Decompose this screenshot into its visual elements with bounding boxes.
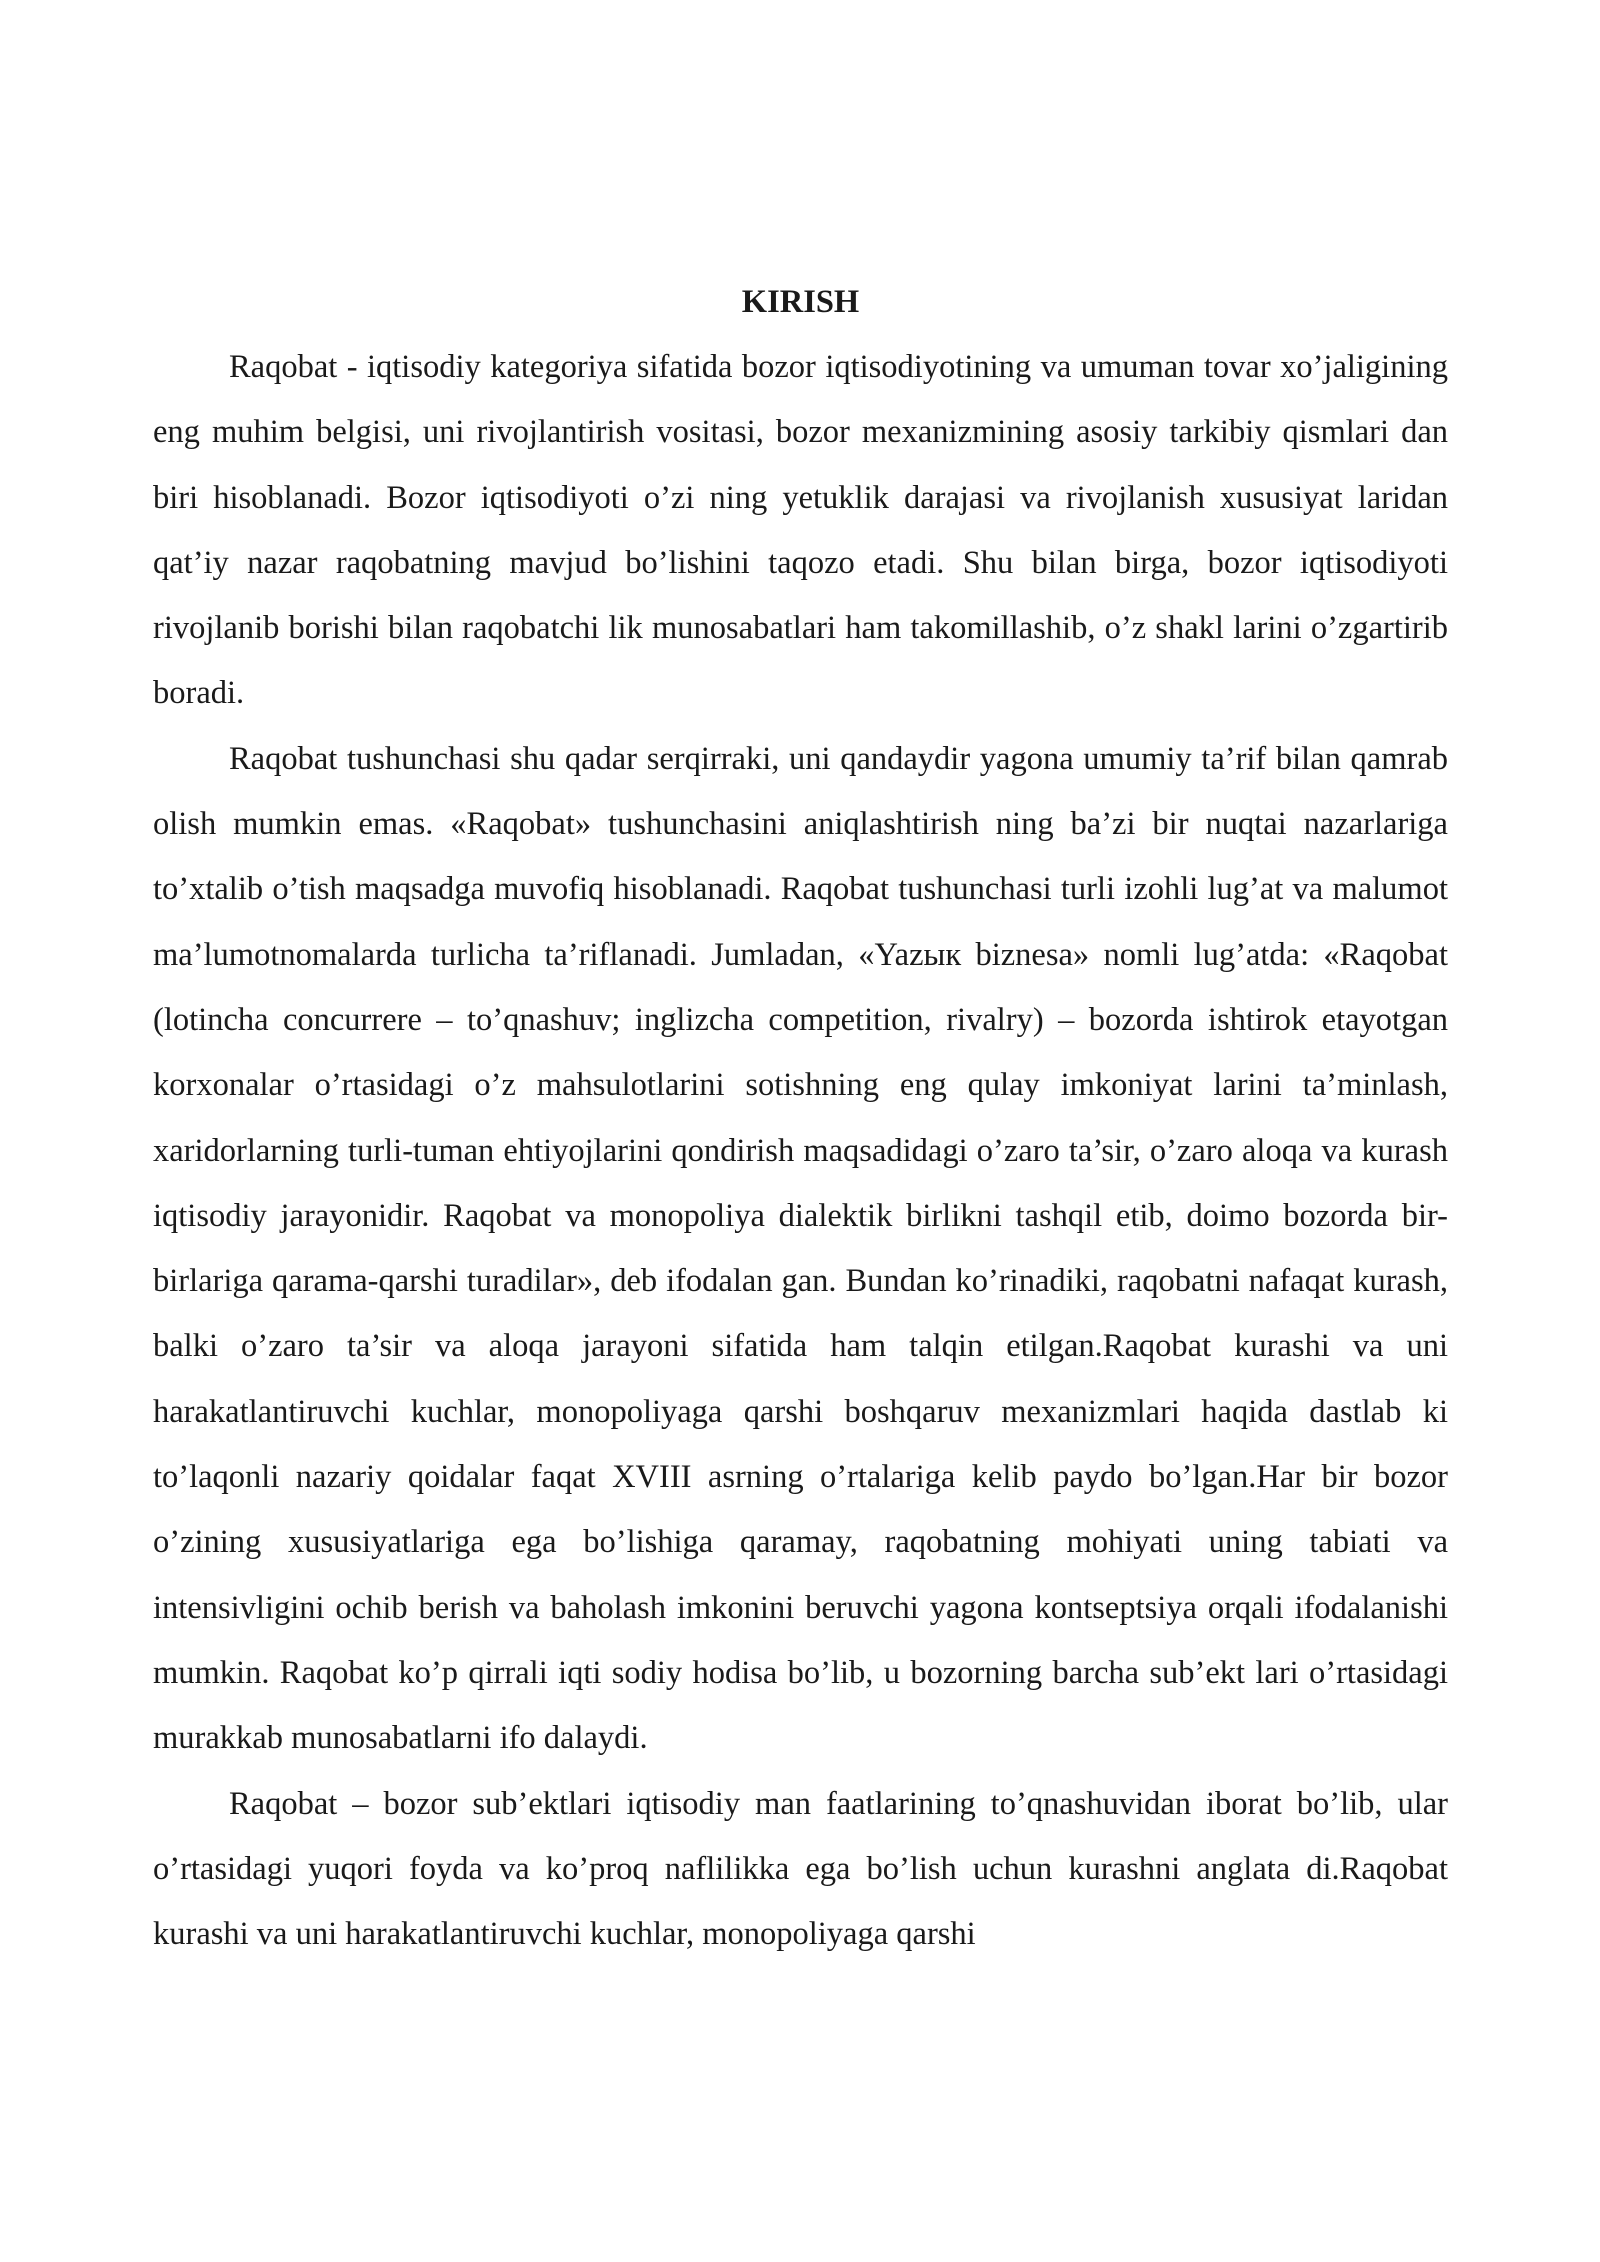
paragraph-1: Raqobat - iqtisodiy kategoriya sifatida bozor iqtisodiyotining va umuman tovar xo’jaligining eng muhim belgisi, uni rivojlantirish vositasi, bozor mexanizmining asosiy tarkibiy qismlari dan biri hisoblanadi. Bozor iqtisodiyoti o’zi ning yetuklik darajasi va rivojlanish xususiyat laridan qat’iy nazar raqobatning mavjud bo’lishini taqozo etadi. Shu bilan birga, bozor iqtisodiyoti rivojlanib borishi bilan raqobatchi lik munosabatlari ham takomillashib, o’z shakl larini o’zgartirib boradi.: [153, 349, 1448, 712]
paragraph-3: Raqobat – bozor sub’ektlari iqtisodiy man faatlarining to’qnashuvidan iborat bo’lib, ular o’rtasidagi yuqori foyda va ko’proq naflilikka ega bo’lish uchun kurashni anglata di.Raqobat kurashi va uni harakatlantiruvchi kuchlar, monopoliyaga qarshi: [153, 1785, 1448, 1953]
paragraph-2: Raqobat tushunchasi shu qadar serqirraki, uni qandaydir yagona umumiy ta’rif bilan qamrab olish mumkin emas. «Raqobat» tushunchasini aniqlashtirish ning ba’zi bir nuqtai nazarlariga to’xtalib o’tish maqsadga muvofiq hisoblanadi. Raqobat tushunchasi turli izohli lug’at va malumot ma’lumotnomalarda turlicha ta’riflanadi. Jumladan, «Yazык biznesa» nomli lug’atda: «Raqobat (lotincha concurrere – to’qnashuv; inglizcha competition, rivalry) – bozorda ishtirok etayotgan korxonalar o’rtasidagi o’z mahsulotlarini sotishning eng qulay imkoniyat larini ta’minlash, xaridorlarning turli-tuman ehtiyojlarini qondirish maqsadidagi o’zaro ta’sir, o’zaro aloqa va kurash iqtisodiy jarayonidir. Raqobat va monopoliya dialektik birlikni tashqil etib, doimo bozorda bir-birlariga qarama-qarshi turadilar», deb ifodalan gan. Bundan ko’rinadiki, raqobatni nafaqat kurash, balki o’zaro ta’sir va aloqa jarayoni sifatida ham talqin etilgan.Raqobat kurashi va uni harakatlantiruvchi kuchlar, monopoliyaga qarshi boshqaruv mexanizmlari haqida dastlab ki to’laqonli nazariy qoidalar faqat XVIII asrning o’rtalariga kelib paydo bo’lgan.Har bir bozor o’zining xususiyatlariga ega bo’lishiga qaramay, raqobatning mohiyati uning tabiati va intensivligini ochib berish va baholash imkonini beruvchi yagona kontseptsiya orqali ifodalanishi mumkin. Raqobat ko’p qirrali iqti sodiy hodisa bo’lib, u bozorning barcha sub’ekt lari o’rtasidagi murakkab munosabatlarni ifo dalaydi.: [153, 740, 1448, 1757]
document-body: [153, 270, 1448, 1967]
document-title: KIRISH: [741, 284, 860, 320]
